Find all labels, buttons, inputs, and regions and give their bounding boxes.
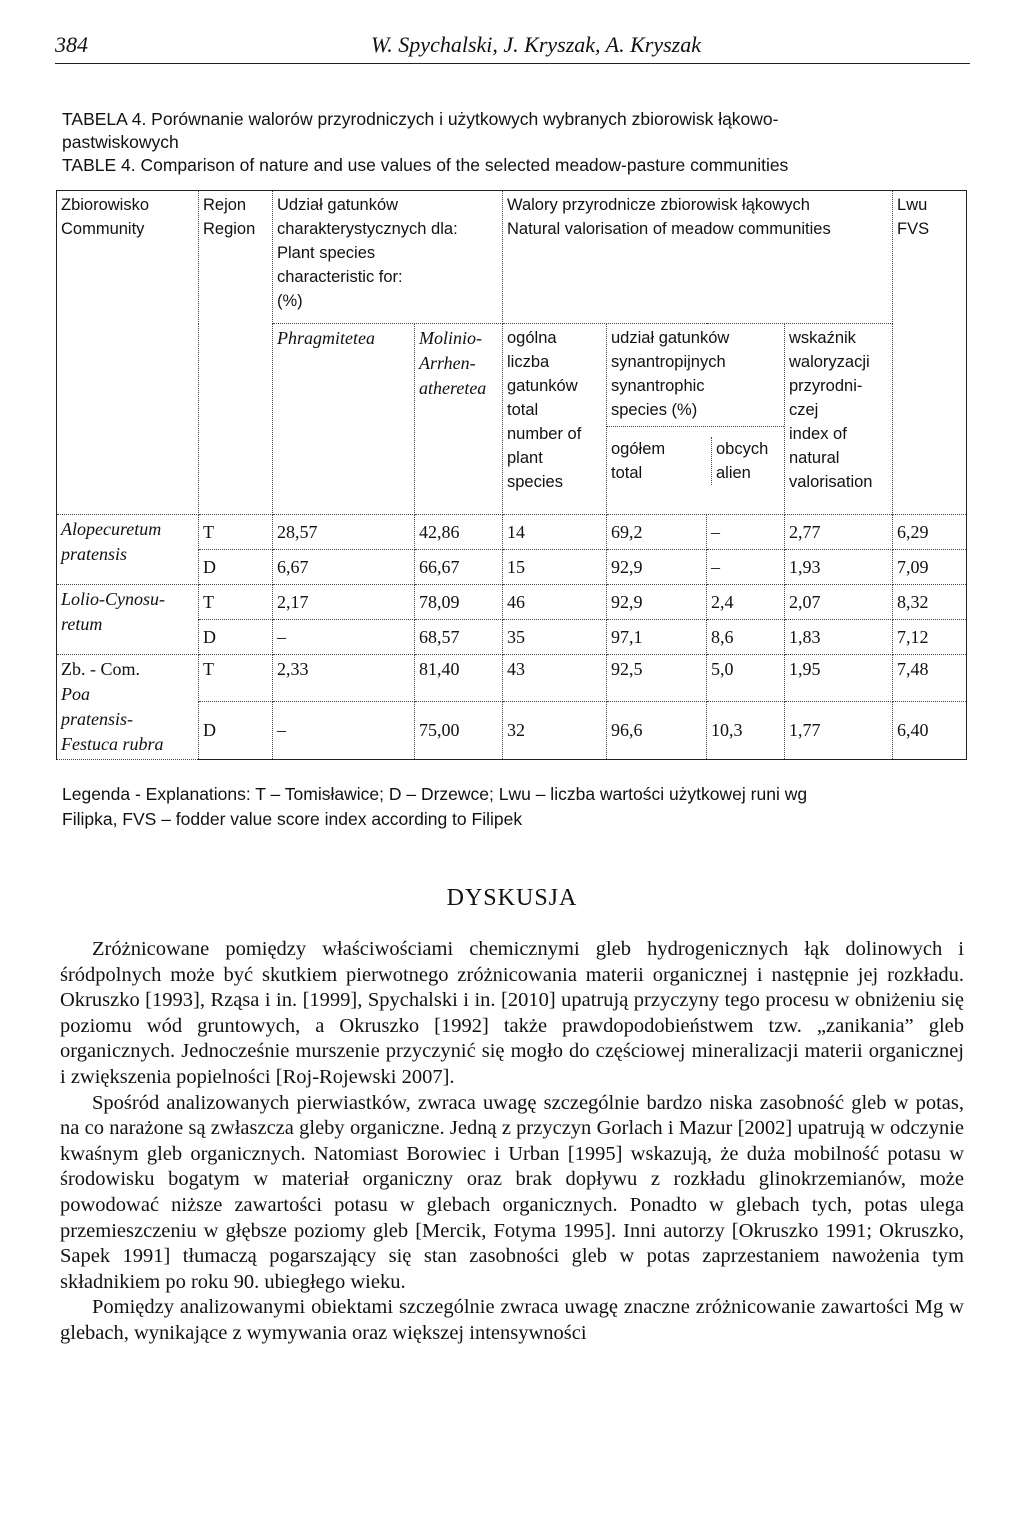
paragraph: Zróżnicowane pomiędzy właściwościami chemicznymi gleb hydrogenicznych łąk dolinowych i śródpolnych może być skutkiem pierwotnego zróżnicowania materii organicznej i następnie jej rozkładu. Okruszko [1993], Rząsa i in. [1999], Spychalski i in. [2010] upatrują przyczyny tego procesu w obniżeniu się poziomu wód gruntowych, a Okruszko [1992] także prawdopodobieństwem tzw. „zanikania” gleb organicznych. Jednocześnie murszenie przyczynić się mogło do częściowej mineralizacji materii organicznej i zwiększenia popielności [Roj-Rojewski 2007]. <box>60 938 964 1088</box>
cell-index: 1,95 <box>785 655 893 702</box>
cell-syn-total: 92,9 <box>607 585 707 620</box>
cell-total-species: 43 <box>503 655 607 702</box>
cell-molinio: 66,67 <box>415 550 503 585</box>
cell-phragmitetea: 2,17 <box>273 585 415 620</box>
cell-syn-total: 96,6 <box>607 702 707 760</box>
header-syn-total: ogółem total <box>607 437 712 485</box>
cell-syn-alien: 8,6 <box>707 620 785 655</box>
cell-syn-total: 92,5 <box>607 655 707 702</box>
header-molinio: Molinio- Arrhen- atheretea <box>415 324 503 515</box>
cell-lwu: 8,32 <box>893 585 967 620</box>
cell-region: T <box>199 585 273 620</box>
cell-total-species: 35 <box>503 620 607 655</box>
cell-lwu: 7,12 <box>893 620 967 655</box>
community-name: Zb. - Com. Poa pratensis- Festuca rubra <box>57 655 199 760</box>
cell-region: D <box>199 620 273 655</box>
paragraph: Spośród analizowanych pierwiastków, zwraca uwagę szczególnie bardzo niska zasobność gleb w potas, na co narażone są zwłaszcza gleby organiczne. Jedną z przyczyn Gorlach i Mazur [2002] upatrują w odczynie kwaśnym gleb organicznych. Natomiast Borowiec i Urban [1995] wskazują, że duża mobilność potasu w środowisku bogatym w materiał organiczny oraz brak dopływu z rozkładu glinokrzemianów, może powodować niższe zawartości potasu w glebach organicznych. Ponadto w glebach tych, potas ulega przemieszczeniu w głębsze poziomy gleb [Mercik, Fotyma 1995]. Inni autorzy [Okruszko 1991; Okruszko, Sapek 1991] tłumaczą pogarszający się stan zasobności gleb w potas zaprzestaniem nawożenia tym składnikiem po roku 90. ubiegłego wieku. <box>60 1091 964 1293</box>
table-row <box>57 655 967 702</box>
cell-molinio: 78,09 <box>415 585 503 620</box>
cell-region: T <box>199 515 273 550</box>
header-syn-alien: obcych alien <box>716 440 769 482</box>
cell-index: 1,93 <box>785 550 893 585</box>
cell-region: D <box>199 550 273 585</box>
cell-index: 2,07 <box>785 585 893 620</box>
cell-phragmitetea: 28,57 <box>273 515 415 550</box>
cell-index: 1,77 <box>785 702 893 760</box>
header-valorisation-index: wskaźnik waloryzacji przyrodni- czej index of natural valorisation <box>785 324 893 515</box>
header-synanthropic: udział gatunków synantropijnych synantrophic species (%) ogółem total obcych alien <box>607 324 785 515</box>
header-total-species: ogólna liczba gatunków total number of plant species <box>503 324 607 515</box>
cell-total-species: 46 <box>503 585 607 620</box>
cell-syn-alien: 2,4 <box>707 585 785 620</box>
header-region: Rejon Region <box>199 191 273 515</box>
cell-phragmitetea: 2,33 <box>273 655 415 702</box>
table-caption <box>62 108 962 177</box>
table-legend: Legenda - Explanations: T – Tomisławice; D – Drzewce; Lwu – liczba wartości użytkowej runi wg Filipka, FVS – fodder value score index according to Filipek <box>62 784 808 829</box>
cell-syn-total: 92,9 <box>607 550 707 585</box>
section-title: DYSKUSJA <box>446 885 578 911</box>
community-name: Alopecuretum pratensis <box>57 515 199 585</box>
header-lwu: Lwu FVS <box>893 191 967 515</box>
header-natural-values: Walory przyrodnicze zbiorowisk łąkowych Natural valorisation of meadow communities <box>503 191 893 324</box>
page-number: 384 <box>55 32 88 57</box>
cell-syn-alien: 5,0 <box>707 655 785 702</box>
running-head <box>55 28 970 62</box>
table-row <box>57 515 967 550</box>
cell-region: T <box>199 655 273 702</box>
cell-syn-total: 97,1 <box>607 620 707 655</box>
comparison-table <box>56 190 967 760</box>
cell-index: 2,77 <box>785 515 893 550</box>
header-community: Zbiorowisko Community <box>57 191 199 515</box>
community-name: Lolio-Cynosu- retum <box>57 585 199 655</box>
cell-phragmitetea: – <box>273 702 415 760</box>
cell-syn-total: 69,2 <box>607 515 707 550</box>
cell-total-species: 15 <box>503 550 607 585</box>
cell-molinio: 68,57 <box>415 620 503 655</box>
cell-total-species: 14 <box>503 515 607 550</box>
body-text <box>60 937 964 1347</box>
cell-phragmitetea: – <box>273 620 415 655</box>
header-rule <box>55 63 970 64</box>
cell-lwu: 6,40 <box>893 702 967 760</box>
cell-syn-alien: 10,3 <box>707 702 785 760</box>
caption-pl-line2: pastwiskowych <box>62 132 179 152</box>
cell-index: 1,83 <box>785 620 893 655</box>
header-phragmitetea: Phragmitetea <box>273 324 415 515</box>
header-species-share: Udział gatunków charakterystycznych dla: Plant species characteristic for: (%) <box>273 191 503 324</box>
cell-lwu: 7,09 <box>893 550 967 585</box>
cell-molinio: 42,86 <box>415 515 503 550</box>
cell-molinio: 75,00 <box>415 702 503 760</box>
running-head-authors: W. Spychalski, J. Kryszak, A. Kryszak <box>371 32 701 57</box>
cell-molinio: 81,40 <box>415 655 503 702</box>
cell-lwu: 7,48 <box>893 655 967 702</box>
cell-region: D <box>199 702 273 760</box>
cell-total-species: 32 <box>503 702 607 760</box>
table-row <box>57 585 967 620</box>
caption-en-line: TABLE 4. Comparison of nature and use values of the selected meadow-pasture communities <box>62 155 789 175</box>
cell-lwu: 6,29 <box>893 515 967 550</box>
paragraph: Pomiędzy analizowanymi obiektami szczególnie zwraca uwagę znaczne zróżnicowanie zawartości Mg w glebach, wynikające z wymywania oraz większej intensywności <box>60 1296 964 1344</box>
cell-syn-alien: – <box>707 515 785 550</box>
caption-pl-line1: TABELA 4. Porównanie walorów przyrodniczych i użytkowych wybranych zbiorowisk łąkowo- <box>62 109 779 129</box>
cell-phragmitetea: 6,67 <box>273 550 415 585</box>
cell-syn-alien: – <box>707 550 785 585</box>
